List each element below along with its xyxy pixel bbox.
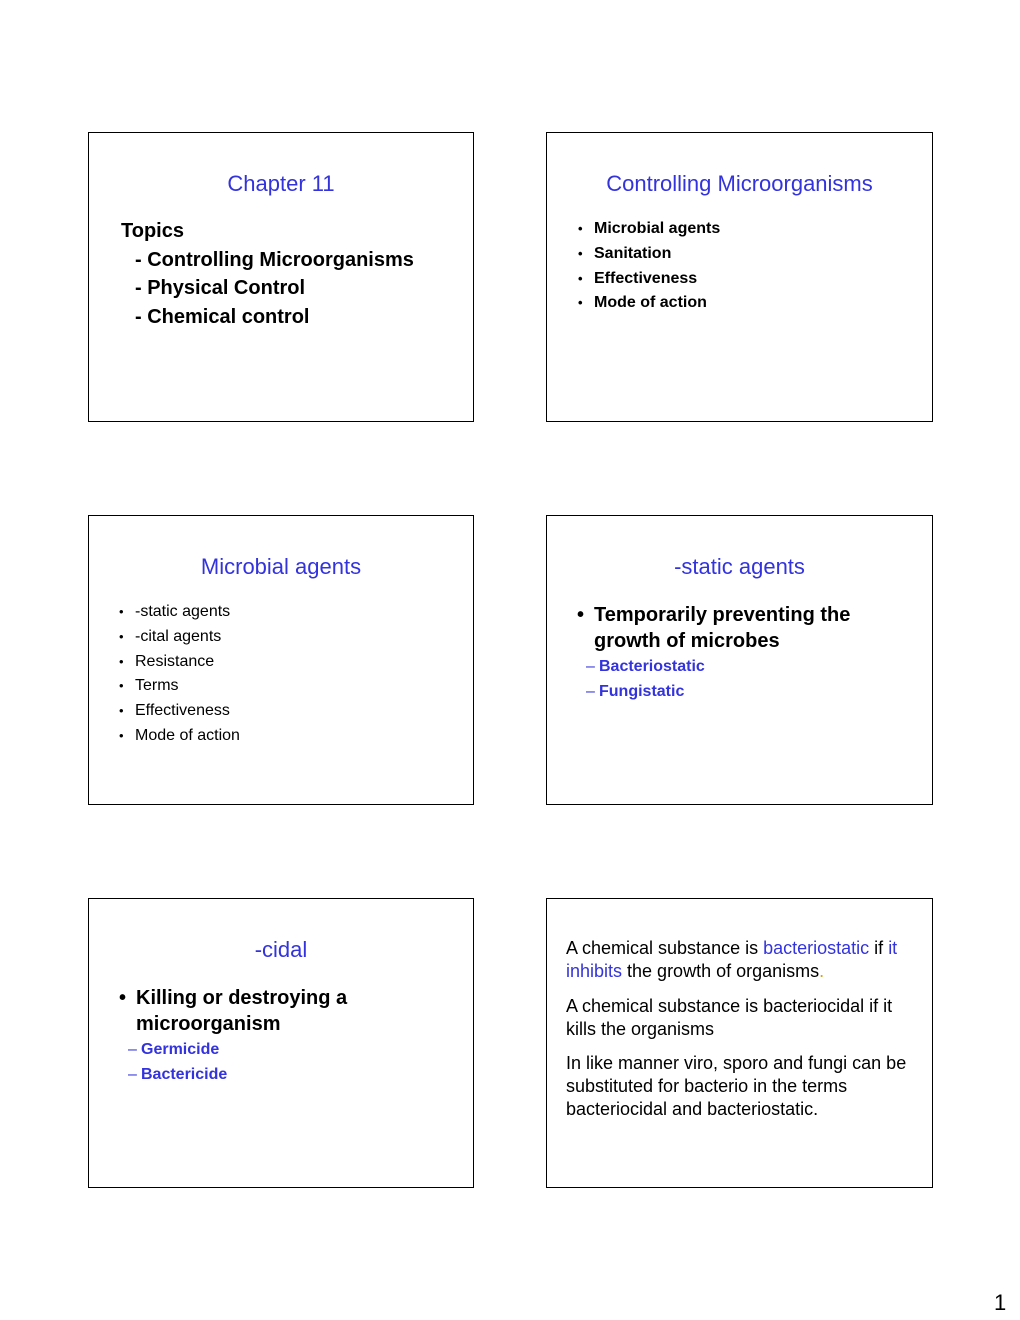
slide-title: Controlling Microorganisms	[606, 171, 873, 196]
sub-bullet	[577, 654, 918, 679]
sub-bullet	[119, 1062, 459, 1087]
slide-cidal	[88, 898, 474, 1188]
paragraph: A chemical substance is bacteriocidal if it kills the organisms	[566, 995, 893, 1039]
main-bullet: • Killing or destroying a microorganism	[119, 985, 459, 1037]
sub-bullet	[577, 679, 918, 704]
dash-marker: –	[586, 683, 595, 700]
bullet-item: • -static agents	[119, 600, 240, 625]
bullet-item: • Mode of action	[578, 291, 720, 316]
slide-chapter-11	[88, 132, 474, 422]
slide-controlling-microorganisms	[546, 132, 933, 422]
slide-title: Chapter 11	[227, 171, 335, 196]
bullet-item: • Effectiveness	[578, 267, 720, 292]
bullet-item: • -cital agents	[119, 625, 240, 650]
topic-item: - Physical Control	[135, 277, 306, 299]
sub-bullet-text: Germicide	[141, 1041, 220, 1058]
slide-title: -static agents	[674, 554, 805, 579]
text-run: A chemical substance is	[566, 938, 764, 958]
topic-item: - Controlling Microorganisms	[135, 248, 414, 271]
text-run-period: .	[819, 961, 825, 981]
slide-title: Microbial agents	[200, 554, 362, 579]
slide-definitions	[546, 898, 933, 1188]
slide-static-agents	[546, 515, 933, 805]
topics-heading: Topics	[121, 220, 184, 242]
text-run: if	[869, 938, 889, 958]
bullet-block	[119, 985, 459, 1087]
dash-marker: –	[128, 1066, 137, 1083]
bullet-item: • Terms	[119, 674, 240, 699]
sub-bullet-text: Bactericide	[141, 1066, 228, 1083]
topic-item: - Chemical control	[135, 305, 310, 328]
bullet-item: • Resistance	[119, 650, 240, 675]
definition-text	[566, 937, 912, 1133]
page-number: 1	[994, 1290, 1007, 1315]
topics-list	[121, 217, 414, 331]
bullet-item: • Mode of action	[119, 724, 240, 749]
bullet-item: • Sanitation	[578, 242, 720, 267]
bullet-item: • Microbial agents	[578, 217, 720, 242]
sub-bullet-text: Bacteriostatic	[599, 658, 705, 675]
paragraph	[566, 937, 912, 983]
bullet-list	[119, 600, 240, 749]
bullet-list	[578, 217, 720, 316]
paragraph: In like manner viro, sporo and fungi can be substituted for bacterio in the terms bacteriocidal and bacteriostatic.	[566, 1053, 907, 1119]
sub-bullet	[119, 1037, 459, 1062]
highlight-bacteriostatic: bacteriostatic	[763, 938, 870, 958]
dash-marker: –	[586, 658, 595, 675]
slide-title: -cidal	[254, 937, 308, 962]
bullet-item: • Effectiveness	[119, 699, 240, 724]
slide-microbial-agents	[88, 515, 474, 805]
bullet-block	[577, 602, 918, 704]
text-run: the growth of organisms	[622, 961, 820, 981]
dash-marker: –	[128, 1041, 137, 1058]
sub-bullet-text: Fungistatic	[599, 683, 685, 700]
highlight-inhibits: it inhibits	[566, 938, 898, 981]
main-bullet: • Temporarily preventing the growth of microbes	[577, 602, 918, 654]
